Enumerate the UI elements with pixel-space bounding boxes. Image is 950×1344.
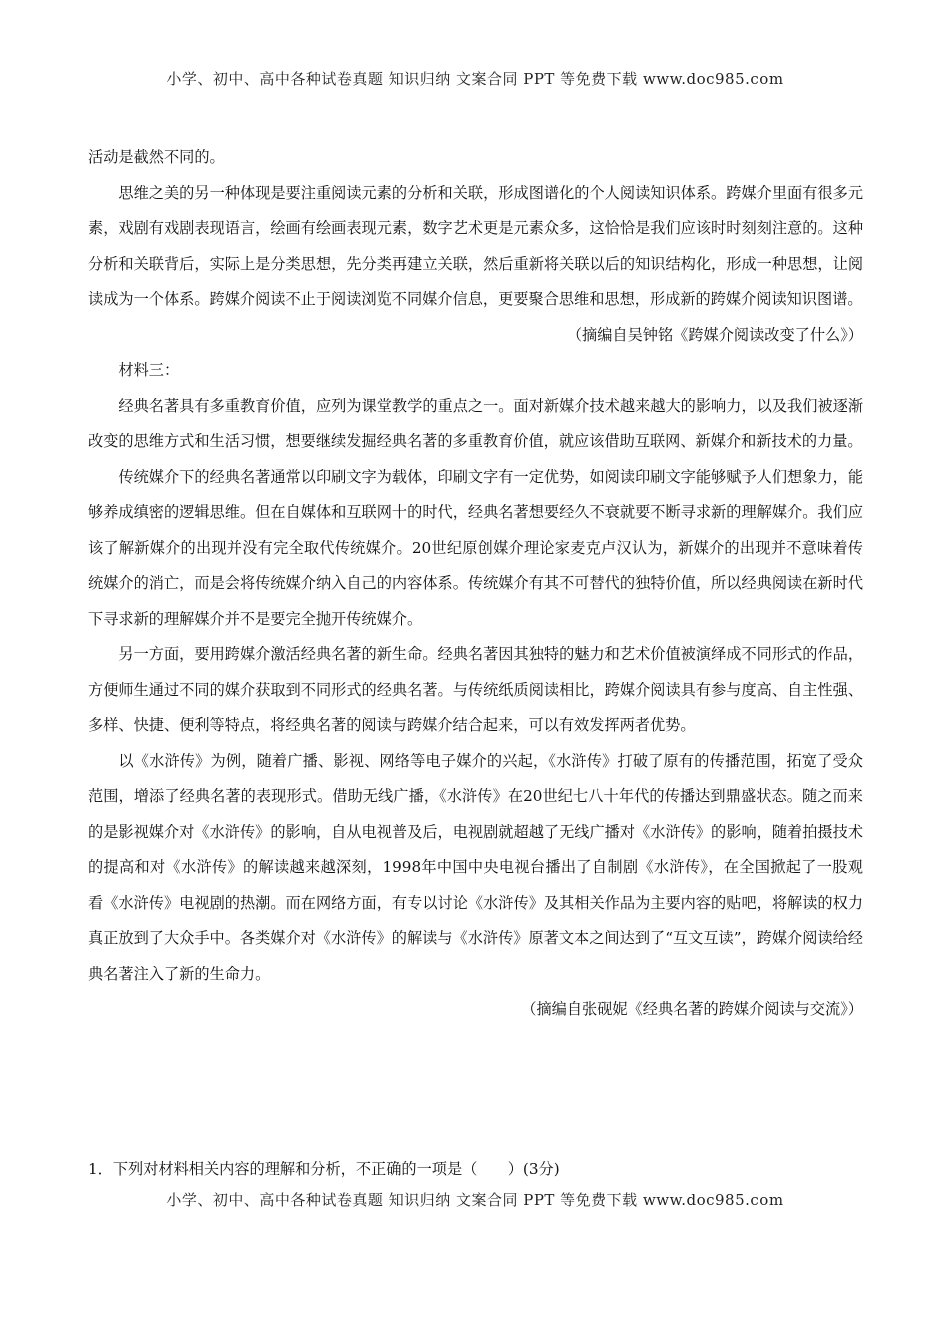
paragraph-thinking-beauty: 思维之美的另一种体现是要注重阅读元素的分析和关联，形成图谱化的个人阅读知识体系。跨媒介里面有很多元素，戏剧有戏剧表现语言，绘画有绘画表现元素，数字艺术更是元素众多，这恰恰是我们应该时时刻刻注意的。这种分析和关联背后，实际上是分类思想，先分类再建立关联，然后重新将关联以后的知识结构化，形成一种思想，让阅读成为一个体系。跨媒介阅读不止于阅读浏览不同媒介信息，更要聚合思维和思想，形成新的跨媒介阅读知识图谱。 <box>88 183 863 308</box>
question-one: 1．下列对材料相关内容的理解和分析，不正确的一项是（ ）(3分) <box>88 1160 560 1178</box>
paragraph-water-margin: 以《水浒传》为例，随着广播、影视、网络等电子媒介的兴起，《水浒传》打破了原有的传播范围，拓宽了受众范围，增添了经典名著的表现形式。借助无线广播，《水浒传》在20世纪七八十年代的传播达到鼎盛状态。随之而来的是影视媒介对《水浒传》的影响，自从电视普及后，电视剧就超越了无线广播对《水浒传》的影响，随着拍摄技术的提高和对《水浒传》的解读越来越深刻，1998年中国中央电视台播出了自制剧《水浒传》，在全国掀起了一股观看《水浒传》电视剧的热潮。而在网络方面，有专以讨论《水浒传》及其相关作品为主要内容的贴吧，将解读的权力真正放到了大众手中。各类媒介对《水浒传》的解读与《水浒传》原著文本之间达到了“互文互读”，跨媒介阅读给经典名著注入了新的生命力。 <box>88 751 863 983</box>
material-three-label: 材料三： <box>118 361 180 379</box>
paragraph-cross-media: 另一方面，要用跨媒介激活经典名著的新生命。经典名著因其独特的魅力和艺术价值被演绎成不同形式的作品，方便师生通过不同的媒介获取到不同形式的经典名著。与传统纸质阅读相比，跨媒介阅读具有参与度高、自主性强、多样、快捷、便利等特点，将经典名著的阅读与跨媒介结合起来，可以有效发挥两者优势。 <box>88 645 863 734</box>
paragraph-traditional-media: 传统媒介下的经典名著通常以印刷文字为载体，印刷文字有一定优势，如阅读印刷文字能够赋予人们想象力，能够养成缜密的逻辑思维。但在自媒体和互联网十的时代，经典名著想要经久不衰就要不断寻求新的理解媒介。我们应该了解新媒介的出现并没有完全取代传统媒介。20世纪原创媒介理论家麦克卢汉认为，新媒介的出现并不意味着传统媒介的消亡，而是会将传统媒介纳入自己的内容体系。传统媒介有其不可替代的独特价值，所以经典阅读在新时代下寻求新的理解媒介并不是要完全抛开传统媒介。 <box>88 467 863 628</box>
source-citation-wu: （摘编自吴钟铭《跨媒介阅读改变了什么》） <box>566 325 863 344</box>
source-citation-zhang: （摘编自张砚妮《经典名著的跨媒介阅读与交流》） <box>521 1000 863 1018</box>
paragraph-continuation: 活动是截然不同的。 <box>88 148 225 166</box>
article-body <box>88 140 863 1028</box>
page-header: 小学、初中、高中各种试卷真题 知识归纳 文案合同 PPT 等免费下载 www.doc985.com <box>166 70 784 88</box>
page-footer: 小学、初中、高中各种试卷真题 知识归纳 文案合同 PPT 等免费下载 www.doc985.com <box>166 1191 784 1209</box>
paragraph-classics-value: 经典名著具有多重教育价值，应列为课堂教学的重点之一。面对新媒介技术越来越大的影响力，以及我们被逐渐改变的思维方式和生活习惯，想要继续发掘经典名著的多重教育价值，就应该借助互联网、新媒介和新技术的力量。 <box>88 396 863 450</box>
